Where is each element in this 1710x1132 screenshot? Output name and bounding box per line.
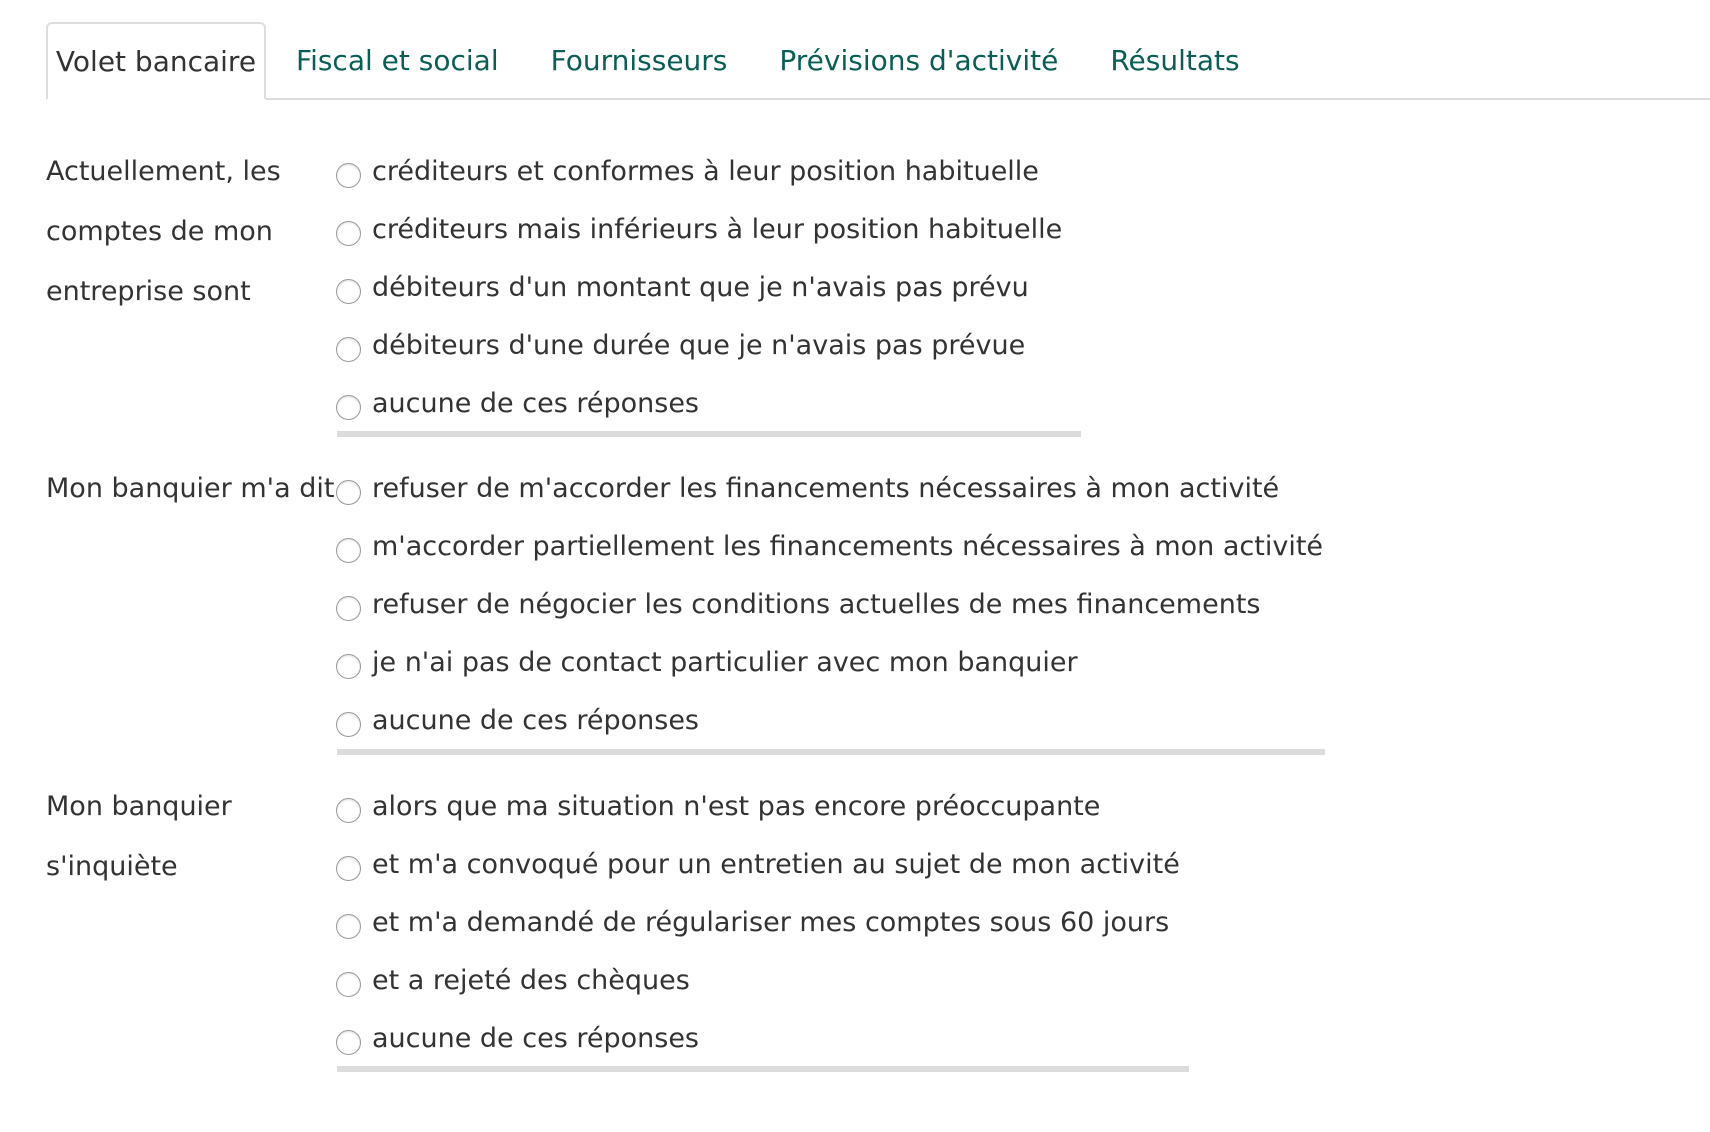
- radio-button[interactable]: [336, 221, 361, 246]
- tab-fournisseurs[interactable]: [551, 22, 728, 98]
- radio-option[interactable]: [336, 374, 699, 432]
- radio-option-label: refuser de m'accorder les financements nécessaires à mon activité: [372, 472, 1280, 504]
- radio-option[interactable]: [336, 777, 1100, 835]
- radio-button[interactable]: [336, 395, 361, 420]
- radio-button[interactable]: [336, 337, 361, 362]
- radio-button[interactable]: [336, 914, 361, 939]
- radio-option[interactable]: [336, 893, 1169, 951]
- radio-option-label: m'accorder partiellement les financements nécessaires à mon activité: [372, 530, 1324, 562]
- radio-button[interactable]: [336, 480, 361, 505]
- question-label: Actuellement, les comptes de mon entreprise sont: [46, 156, 281, 307]
- radio-button[interactable]: [336, 972, 361, 997]
- radio-option-label: et m'a convoqué pour un entretien au sujet de mon activité: [372, 848, 1180, 880]
- radio-option-label: refuser de négocier les conditions actuelles de mes financements: [372, 588, 1261, 620]
- radio-option-label: aucune de ces réponses: [372, 704, 699, 736]
- radio-option[interactable]: [336, 459, 1279, 517]
- radio-option-label: alors que ma situation n'est pas encore préoccupante: [372, 790, 1101, 822]
- radio-option[interactable]: [336, 633, 1078, 691]
- tab-label: Prévisions d'activité: [779, 43, 1059, 77]
- radio-option-label: aucune de ces réponses: [372, 387, 699, 419]
- radio-button[interactable]: [336, 163, 361, 188]
- radio-option[interactable]: [336, 258, 1029, 316]
- question-separator: [337, 749, 1325, 755]
- radio-button[interactable]: [336, 1030, 361, 1055]
- tab-bar: [46, 24, 1710, 100]
- radio-option-label: je n'ai pas de contact particulier avec mon banquier: [372, 646, 1078, 678]
- question-label: Mon banquier m'a dit: [46, 473, 335, 504]
- radio-button[interactable]: [336, 712, 361, 737]
- tab-previsions-activite[interactable]: [779, 22, 1058, 98]
- question-separator: [337, 431, 1081, 437]
- radio-option[interactable]: [336, 1009, 699, 1067]
- tab-resultats[interactable]: [1110, 22, 1239, 98]
- radio-option-label: et m'a demandé de régulariser mes comptes sous 60 jours: [372, 906, 1170, 938]
- radio-button[interactable]: [336, 654, 361, 679]
- radio-option[interactable]: [336, 517, 1323, 575]
- radio-option-label: créditeurs et conformes à leur position habituelle: [372, 155, 1039, 187]
- radio-button[interactable]: [336, 596, 361, 621]
- question-separator: [337, 1066, 1189, 1072]
- radio-option-label: débiteurs d'une durée que je n'avais pas prévue: [372, 329, 1026, 361]
- tab-label: Résultats: [1110, 43, 1240, 77]
- radio-option[interactable]: [336, 951, 690, 1009]
- radio-button[interactable]: [336, 538, 361, 563]
- radio-option[interactable]: [336, 316, 1025, 374]
- radio-option-label: débiteurs d'un montant que je n'avais pas prévu: [372, 271, 1029, 303]
- radio-option-label: et a rejeté des chèques: [372, 964, 690, 996]
- radio-button[interactable]: [336, 856, 361, 881]
- radio-option[interactable]: [336, 142, 1039, 200]
- radio-option[interactable]: [336, 691, 699, 749]
- radio-option-label: créditeurs mais inférieurs à leur position habituelle: [372, 213, 1063, 245]
- tab-fiscal-et-social[interactable]: [296, 22, 499, 98]
- radio-option[interactable]: [336, 200, 1062, 258]
- radio-option[interactable]: [336, 575, 1260, 633]
- radio-button[interactable]: [336, 798, 361, 823]
- radio-option-label: aucune de ces réponses: [372, 1022, 699, 1054]
- tab-label: Volet bancaire: [55, 44, 257, 78]
- tab-label: Fournisseurs: [550, 43, 728, 77]
- tab-volet-bancaire[interactable]: [46, 22, 266, 100]
- radio-button[interactable]: [336, 279, 361, 304]
- question-label: Mon banquier s'inquiète: [46, 791, 232, 882]
- radio-option[interactable]: [336, 835, 1180, 893]
- tab-label: Fiscal et social: [296, 43, 499, 77]
